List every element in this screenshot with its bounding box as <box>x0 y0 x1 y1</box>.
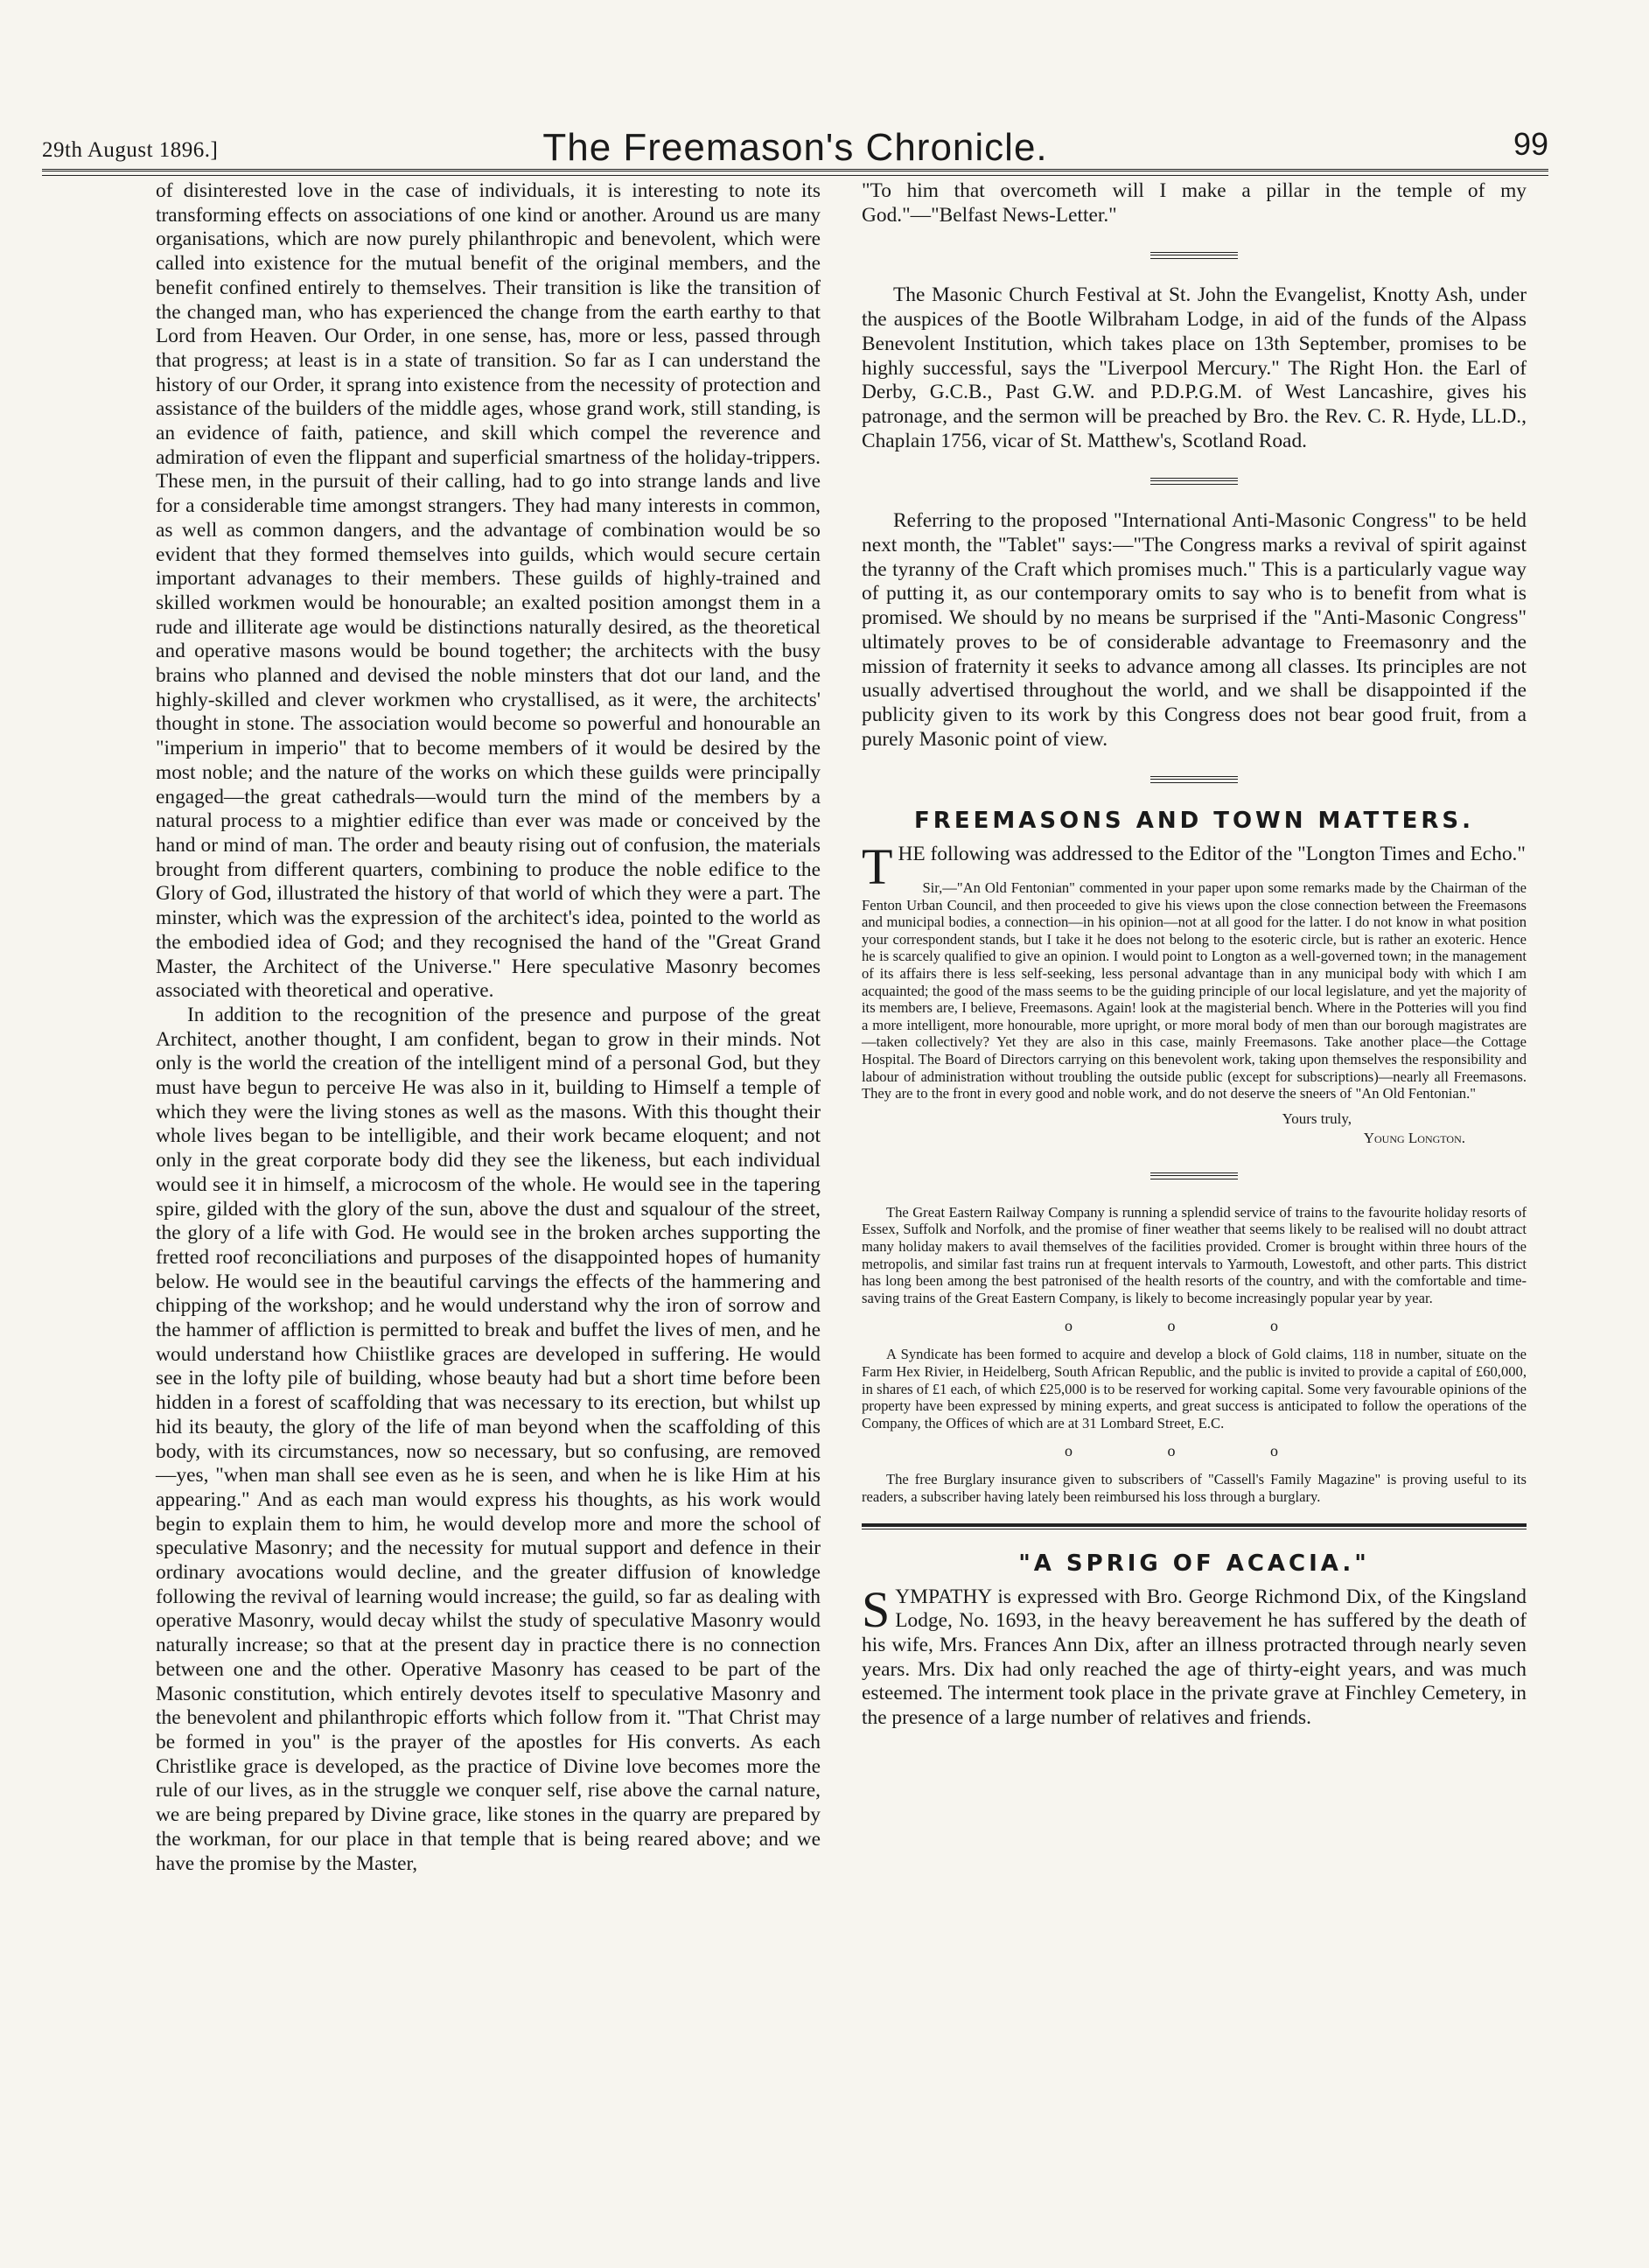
section-divider <box>1150 1172 1238 1180</box>
church-festival-item: The Masonic Church Festival at St. John the Evangelist, Knotty Ash, under the auspices of the Bootle Wilbraham Lodge, in aid of the funds of the Alpass Benevolent Institution, which takes place on 13th September, promises to be highly successful, says the "Liverpool Mercury." The Right Hon. the Earl of Derby, G.C.B., Past G.W. and P.D.P.G.M. of West Lancashire, gives his patronage, and the sermon will be preached by Bro. the Rev. C. R. Hyde, LL.D., Chaplain 1756, vicar of St. Matthew's, Scotland Road. <box>862 284 1527 452</box>
drop-cap: T <box>862 838 893 896</box>
ornament-circles: o o o <box>1065 1442 1324 1460</box>
right-column <box>862 179 1527 1731</box>
acacia-body: YMPATHY is expressed with Bro. George Richmond Dix, of the Kingsland Lodge, No. 1693, in the heavy bereavement he has suffered by the death of his wife, Mrs. Frances Ann Dix, after an illness protracted through nearly seven years. Mrs. Dix had only reached the age of thirty-eight years, and was much esteemed. The interment took place in the private grave at Finchley Cemetery, in the presence of a large number of relatives and friends. <box>862 1585 1527 1730</box>
burglary-item: The free Burglary insurance given to subscribers of "Cassell's Family Magazine" is proving useful to its readers, a subscriber having lately been reimbursed his loss through a burglary. <box>862 1471 1527 1505</box>
header-rule <box>42 169 1548 176</box>
letter-signature: Young Longton. <box>1363 1129 1465 1146</box>
intro-text: HE following was addressed to the Editor of the "Longton Times and Echo." <box>898 843 1526 866</box>
section-divider <box>1150 252 1238 259</box>
letter-closing: Yours truly, <box>1282 1110 1352 1127</box>
section-divider <box>1150 776 1238 783</box>
anti-masonic-item: Referring to the proposed "International Anti-Masonic Congress" to be held next month, the "Tablet" says:—"The Congress marks a revival of spirit against the tyranny of the Craft which promises much." This is a particularly vague way of putting it, as our contemporary omits to say who is to benefit from what is promised. We should by no means be surprised if the "Anti-Masonic Congress" ultimately proves to be of considerable advantage to Freemasonry and the mission of fraternity it seeks to advance among all classes. Its principles are not usually advertised throughout the world, and we shall be disappointed if the publicity given to its work by this Congress does not bear good fruit, from a purely Masonic point of view. <box>862 509 1527 751</box>
article-paragraph: In addition to the recognition of the presence and purpose of the great Architect, another thought, I am confident, began to grow in their minds. Not only is the world the creation of the intelligent mind of a personal God, but they must have begun to perceive He was also in it, building to Himself a temple of which they were the living stones as well as the masons. With this thought their whole lives began to be intelligible, and their work became eloquent; and not only in the great corporate body did they see the likeness, but each individual would see it in himself, a microcosm of the whole. He would see in the tapering spire, gilded with the glory of the sun, above the dust and squalour of the street, the glory of a life with God. He would see in the broken arches supporting the fretted roof reconciliations and purposes of the disappointed hopes of humanity below. He would see in the beautiful carvings the effects of the hammering and chipping of the workshop; and he would understand why the iron of sorrow and the hammer of affliction is permitted to break and buffet the lives of men, and he would understand how Chiistlike graces are developed in suffering. He would see in the lofty pile of building, whose beauty had but a short time before been hidden in a forest of scaffolding that was necessary to its erection, but whilst up hid its beauty, the glory of the life of man beyond when the scaffolding of this body, with its circumstances, now so necessary, but so confusing, are removed —yes, "when man shall see even as he is seen, and when he is like Him at his appearing." And as each man would express his thoughts, as his work would begin to explain them to him, he would develop more and more the school of speculative Masonry; and the necessity for mutual support and defence in their ordinary avocations would decline, and the greater diffusion of knowledge following the revival of learning would increase; the guild, so far as dealing with operative Masonry, would decay whilst the study of speculative Masonry would naturally increase; so that at the present day in practice there is no connection between one and the other. Operative Masonry has ceased to be part of the Masonic constitution, which entirely devotes itself to speculative Masonry and the benevolent and philanthropic efforts which follow from it. "That Christ may be formed in you" is the prayer of the apostles for His converts. As each Christlike grace is developed, as the practice of Divine love becomes more the rule of our lives, as in the struggle we conquer self, rise above the carnal nature, we are being prepared by Divine grace, like stones in the quarry are prepared by the workman, for our place in that temple that is being reared above; and we have the promise by the Master, <box>156 1003 821 1875</box>
acacia-heading: "A SPRIG OF ACACIA." <box>1018 1550 1370 1577</box>
railway-item: The Great Eastern Railway Company is running a splendid service of trains to the favourite holiday resorts of Essex, Suffolk and Norfolk, and the promise of finer weather that seems likely to be realised will no doubt attract many holiday makers to avail themselves of the facilities provided. Cromer is brought within three hours of the metropolis, and similar fast trains run at frequent intervals to Yarmouth, Lowestoft, and other parts. This district has long been among the best patronised of the health resorts of the country, and with the comfortable and time-saving trains of the Great Eastern Company, is likely to become increasingly popular year by year. <box>862 1203 1527 1306</box>
page-number: 99 <box>1513 126 1548 162</box>
section-divider <box>1150 478 1238 485</box>
letter-body: Sir,—"An Old Fentonian" commented in your paper upon some remarks made by the Chairman of the Fenton Urban Council, and then proceeded to give his views upon the close connection between the Freemasons and municipal bodies, a connection—in his opinion—not at all good for the latter. I do not know in what position your correspondent stands, but I take it he does not belong to the esoteric circle, but is rather an exoteric. Hence he is scarcely qualified to give an opinion. I would point to Longton as a well-governed town; in the management of its affairs there is less self-seeking, less personal advantage than in any municipal body with which I am acquainted; the good of the mass seems to be the guiding principle of our local legislature, and yet the majority of its members are, I believe, Freemasons. Again! look at the magisterial bench. Where in the Potteries will you find a more intelligent, more honourable, more upright, or more moral body of men than our borough magistrates are—taken collectively? Yet they are also in this case, mainly Freemasons. Take another place—the Cottage Hospital. The Board of Directors carrying on this benevolent work, taking upon themselves the responsibility and labour of administration without troubling the outside public (except for subscriptions)—nearly all Freemasons. They are to the front in every good and noble work, and do not deserve the sneers of "An Old Fentonian." <box>862 879 1527 1102</box>
thick-divider <box>862 1523 1527 1530</box>
left-column <box>156 179 821 1876</box>
drop-cap: S <box>862 1580 891 1638</box>
closing-quote: "To him that overcometh will I make a pillar in the temple of my God."—"Belfast News-Letter." <box>862 179 1527 227</box>
town-matters-heading: FREEMASONS AND TOWN MATTERS. <box>914 808 1474 835</box>
publication-title: The Freemason's Chronicle. <box>542 126 1048 169</box>
town-matters-intro <box>862 838 1527 896</box>
page-header <box>42 121 1548 169</box>
acacia-text <box>862 1580 1527 1731</box>
syndicate-item: A Syndicate has been formed to acquire and develop a block of Gold claims, 118 in number, situate on the Farm Hex Rivier, in Heidelberg, South African Republic, and the public is invited to provide a capital of £60,000, in shares of £1 each, of which £25,000 is to be reserved for working capital. Some very favourable opinions of the property have been expressed by mining experts, and great success is anticipated to follow the operations of the Company, the Offices of which are at 31 Lombard Street, E.C. <box>862 1346 1527 1432</box>
issue-date: 29th August 1896.] <box>42 138 219 162</box>
article-paragraph: of disinterested love in the case of individuals, it is interesting to note its transforming effects on associations of one kind or another. Around us are many organisations, which are now purely philanthropic and benevolent, which were called into existence for the mutual benefit of the original members, and the benefit confined entirely to themselves. Their transition is like the transition of the changed man, who has experienced the change from the earth earthy to that Lord from Heaven. Our Order, in one sense, has, more or less, passed through that progress; at least is in a state of transition. So far as I can understand the history of our Order, it sprang into existence from the necessity of protection and assistance of the builders of the middle ages, whose grand work, still standing, is an evidence of faith, patience, and skill which compel the reverence and admiration of even the flippant and superficial smartness of the holiday-trippers. These men, in the pursuit of their calling, had to go into strange lands and live for a considerable time amongst strangers. They had many interests in common, as well as common dangers, and the advantage of combination would be so evident that they formed themselves into guilds, which would secure certain important advanages to their members. These guilds of highly-trained and skilled workmen would be honourable; an exalted position amongst them in a rude and illiterate age would be distinctions naturally desired, as the theoretical and operative masons would be bound together; the architects with the busy brains who planned and devised the noble minsters that dot our land, and the highly-skilled and clever workmen who crystallised, as it were, the architects' thought in stone. The association would become so powerful and honourable an "imperium in imperio" that to become members of it would be desired by the most noble; and the nature of the works on which these guilds were principally engaged—the great cathedrals—would turn the mind of the members by a natural process to a mightier edifice than ever was made or conceived by the hand or mind of man. The order and beauty rising out of confusion, the materials brought from different quarters, combining to produce the noble edifice to the Glory of God, illustrated the history of that world of which they were a part. The minster, which was the expression of the architect's idea, pointed to the world as the embodied idea of God; and they recognised the hand of the "Great Grand Master, the Architect of the Universe." Here speculative Masonry becomes associated with theoretical and operative. <box>156 179 821 1003</box>
ornament-circles: o o o <box>1065 1317 1324 1335</box>
